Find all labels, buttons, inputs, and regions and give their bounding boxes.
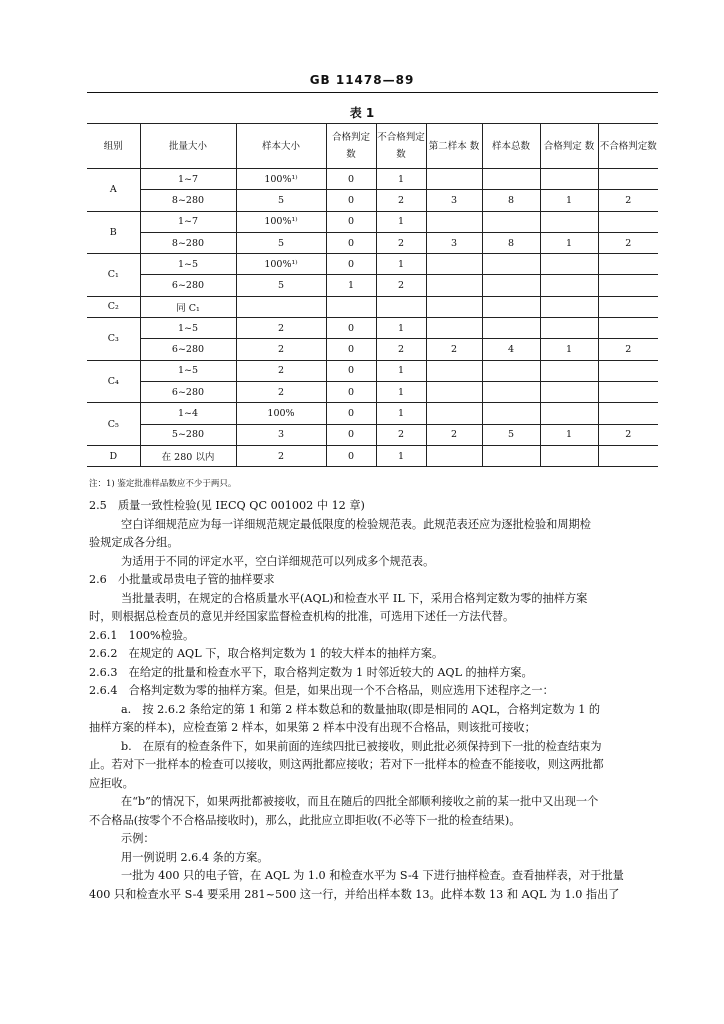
table-cell [482,403,540,424]
section-heading: 2.6 小批量或昂贵电子管的抽样要求 [89,573,275,586]
table-cell: 8~280 [140,190,236,211]
table-cell: 2 [236,318,326,339]
table-cell: 1~4 [140,403,236,424]
table-cell [482,318,540,339]
table-cell [540,169,598,190]
table-cell: 8 [482,190,540,211]
table-cell [540,211,598,232]
clause-line: 2.6.2 在规定的 AQL 下，取合格判定数为 1 的较大样本的抽样方案。 [89,647,444,660]
table-cell: 1~5 [140,360,236,381]
table-cell: 1~7 [140,169,236,190]
table-cell: 0 [326,254,376,275]
table-row [87,318,658,339]
table-cell: 8 [482,232,540,253]
table-cell: 5 [482,424,540,445]
table-cell [598,403,658,424]
table-cell: 0 [326,445,376,466]
table-cell: 5 [236,275,326,296]
table-cell [326,296,376,317]
table-cell: 1 [540,339,598,360]
table-cell [598,169,658,190]
table-cell: 2 [376,424,426,445]
table-cell: 2 [376,190,426,211]
table-cell: 2 [376,232,426,253]
table-cell: 6~280 [140,275,236,296]
table-cell: 100% [236,403,326,424]
table-cell: 1 [376,381,426,402]
table-cell: 2 [236,381,326,402]
table-cell [376,296,426,317]
table-cell [482,445,540,466]
table-row [87,211,658,232]
clause-line: 2.6.1 100%检验。 [89,628,195,642]
table-cell: 2 [376,339,426,360]
table-cell: 1 [376,403,426,424]
table-footnote: 注：1) 鉴定批准样品数应不少于两只。 [89,479,237,489]
table-cell: 0 [326,403,376,424]
col-header: 合格判定 数 [540,124,598,169]
paragraph-line: 验规定成各分组。 [89,536,179,549]
table-cell [598,254,658,275]
table-cell [482,275,540,296]
group-cell: B [87,211,140,254]
table-row [87,169,658,190]
table-cell: 2 [598,339,658,360]
table-cell [426,318,482,339]
table-cell [598,381,658,402]
table-cell [482,254,540,275]
paragraph-line: 时，则根据总检查员的意见并经国家监督检查机构的批准，可选用下述任一方法代替。 [89,610,515,623]
table-cell: 2 [598,190,658,211]
col-header: 样本总数 [482,124,540,169]
table-cell: 1 [376,254,426,275]
table-cell: 1 [326,275,376,296]
clause-line: 2.6.4 合格判定数为零的抽样方案。但是，如果出现一个不合格品，则应选用下述程序之一： [89,684,554,697]
table-row [87,232,658,253]
table-cell: 1~5 [140,254,236,275]
standard-number-header: GB 11478—89 [309,73,415,87]
paragraph-line: 止。若对下一批样本的检查可以接收，则这两批都应接收；若对下一批样本的检查不能接收，则这两批都 [89,758,604,771]
table-cell: 3 [236,424,326,445]
table-row [87,190,658,211]
table-cell: 0 [326,424,376,445]
table-cell: 0 [326,211,376,232]
table-cell: 3 [426,232,482,253]
table-cell: 8~280 [140,232,236,253]
table-row [87,275,658,296]
table-cell [482,169,540,190]
col-header: 组别 [87,124,140,169]
col-header: 批量大小 [140,124,236,169]
table-row [87,339,658,360]
table-cell: 2 [236,339,326,360]
table-cell: 2 [426,339,482,360]
table-cell: 0 [326,381,376,402]
table-cell [482,211,540,232]
table-cell: 1 [540,424,598,445]
paragraph-line: 空白详细规范应为每一详细规范规定最低限度的检验规范表。此规范表还应为逐批检验和周期检 [121,517,591,531]
group-cell: C₂ [87,296,140,317]
table-cell [540,296,598,317]
table-cell [482,360,540,381]
table-cell [540,254,598,275]
table-cell [426,169,482,190]
table-cell: 2 [376,275,426,296]
table-cell [540,360,598,381]
table-cell: 0 [326,232,376,253]
paragraph-line: 一批为 400 只的电子管，在 AQL 为 1.0 和检查水平为 S-4 下进行抽样检查。查看抽样表，对于批量 [121,869,624,882]
table-cell: 1 [376,169,426,190]
table-cell: 5 [236,190,326,211]
table-row [87,403,658,424]
paragraph-line: 不合格品(按零个不合格品接收时)，那么，此批应立即拒收(不必等下一批的检查结果)。 [89,813,521,827]
table-cell: 同 C₁ [140,296,236,317]
table-cell: 100%¹⁾ [236,211,326,232]
table-cell: 0 [326,360,376,381]
group-cell: C₅ [87,403,140,446]
table-cell [426,360,482,381]
table-row [87,381,658,402]
table-cell: 0 [326,169,376,190]
col-header: 第二样本 数 [426,124,482,169]
table-cell: 1 [376,318,426,339]
table-cell: 3 [426,190,482,211]
table-cell [426,211,482,232]
table-title: 表 1 [349,106,375,120]
table-cell: 1 [376,211,426,232]
table-cell: 2 [236,445,326,466]
table-cell [540,381,598,402]
table-cell: 1 [376,445,426,466]
paragraph-line: 抽样方案的样本)，应检查第 2 样本，如果第 2 样本中没有出现不合格品，则该批可接收； [89,721,536,734]
table-cell: 6~280 [140,381,236,402]
clause-line: 2.6.3 在给定的批量和检查水平下，取合格判定数为 1 时邻近较大的 AQL 的抽样方案。 [89,665,533,679]
table-cell [426,254,482,275]
col-header: 样本大小 [236,124,326,169]
group-cell: C₄ [87,360,140,403]
table-cell [426,381,482,402]
col-header: 不合格判定数 [598,124,658,169]
group-cell: A [87,169,140,212]
table-cell: 2 [426,424,482,445]
table-cell [598,211,658,232]
table-cell: 0 [326,190,376,211]
group-cell: C₃ [87,318,140,361]
table-cell [540,318,598,339]
table-cell: 0 [326,318,376,339]
table-cell [540,445,598,466]
table-cell: 0 [326,339,376,360]
paragraph-line: a. 按 2.6.2 条给定的第 1 和第 2 样本数总和的数量抽取(即是相同的 AQL，合格判定数为 1 的 [121,702,601,716]
table-cell: 1 [540,232,598,253]
table-row [87,296,658,317]
table-header-row [87,124,658,169]
col-header: 不合格判定数 [376,124,426,169]
section-heading: 2.5 质量一致性检验(见 IECQ QC 001002 中 12 章) [89,499,365,512]
paragraph-line: 当批量表明，在规定的合格质量水平(AQL)和检查水平 IL 下，采用合格判定数为零的抽样方案 [121,591,588,605]
table-cell [482,381,540,402]
body-text [89,497,659,904]
table-cell: 在 280 以内 [140,445,236,466]
header-rule [87,92,658,93]
paragraph-line: 示例： [121,832,155,845]
col-header: 合格判定 数 [326,124,376,169]
table-cell [598,445,658,466]
paragraph-line: 400 只和检查水平 S-4 要采用 281~500 这一行，并给出样本数 13。此样本数 13 和 AQL 为 1.0 指出了 [89,887,620,901]
table-cell: 1 [540,190,598,211]
table-cell [598,318,658,339]
table-cell: 5 [236,232,326,253]
paragraph-line: 在“b”的情况下，如果两批都被接收，而且在随后的四批全部顺利接收之前的某一批中又出现一个 [121,795,599,808]
table-row [87,360,658,381]
paragraph-line: 为适用于不同的评定水平，空白详细规范可以列成多个规范表。 [121,554,435,568]
table-cell: 2 [236,360,326,381]
table-cell [598,296,658,317]
table-cell [598,275,658,296]
table-cell [426,275,482,296]
paragraph-line: 应拒收。 [89,776,134,790]
table-cell: 2 [598,424,658,445]
table-cell [540,403,598,424]
paragraph-line: 用一例说明 2.6.4 条的方案。 [121,850,269,864]
table-cell: 100%¹⁾ [236,254,326,275]
table-cell [426,296,482,317]
table-cell: 2 [598,232,658,253]
group-cell: D [87,445,140,466]
table-cell: 4 [482,339,540,360]
table-cell: 100%¹⁾ [236,169,326,190]
table-cell [236,296,326,317]
paragraph-line: b. 在原有的检查条件下，如果前面的连续四批已被接收，则此批必须保持到下一批的检查结束为 [121,739,602,753]
table-cell: 1 [376,360,426,381]
table-cell: 1~7 [140,211,236,232]
sampling-table [87,123,658,467]
table-cell: 5~280 [140,424,236,445]
table-row [87,445,658,466]
table-cell [482,296,540,317]
table-cell [540,275,598,296]
table-row [87,424,658,445]
table-cell: 1~5 [140,318,236,339]
table-cell [598,360,658,381]
table-cell [426,445,482,466]
table-cell: 6~280 [140,339,236,360]
group-cell: C₁ [87,254,140,297]
table-row [87,254,658,275]
table-cell [426,403,482,424]
